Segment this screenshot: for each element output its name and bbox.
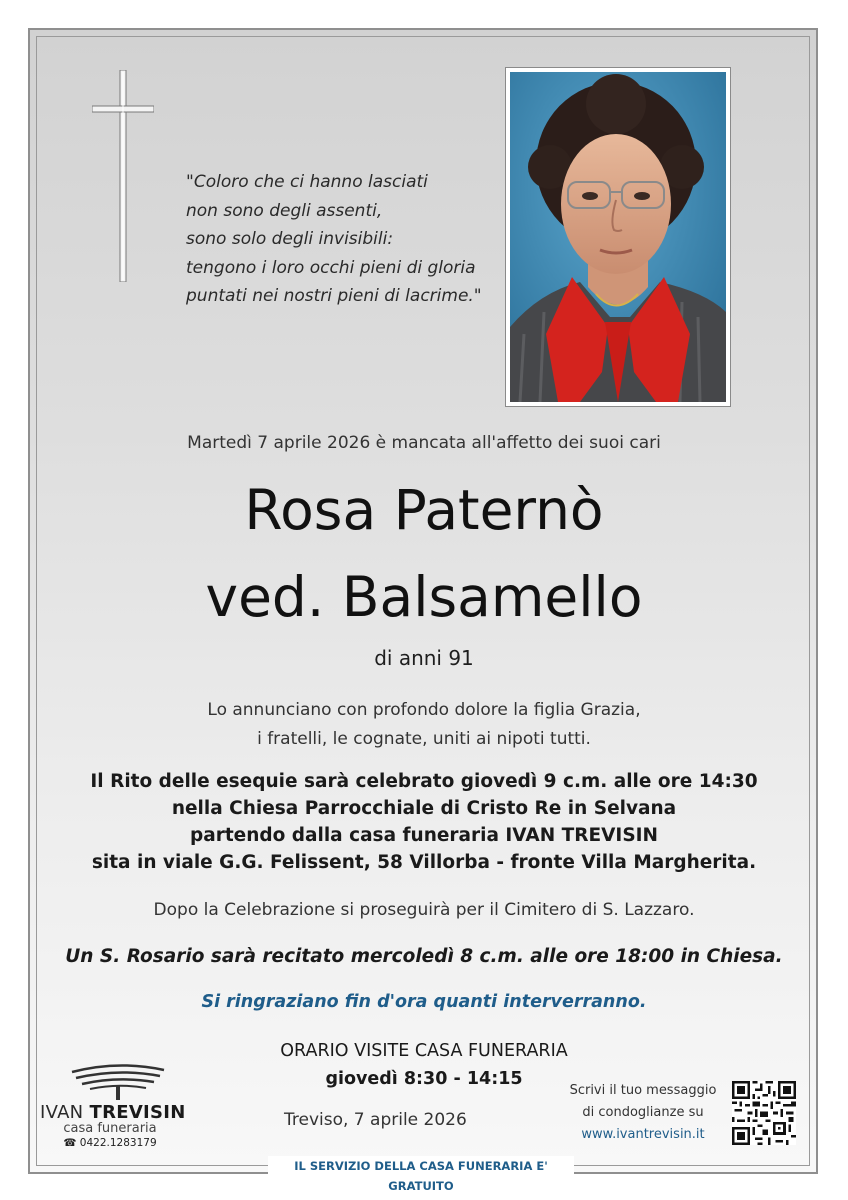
phone-number: 0422.1283179 [79, 1137, 157, 1149]
burial-info: Dopo la Celebrazione si proseguirà per il Cimitero di S. Lazzaro. [153, 900, 695, 920]
quote-line: tengono i loro occhi pieni di gloria [186, 257, 476, 278]
family-announcement [0, 696, 848, 754]
deceased-married-name: ved. Balsamello [205, 565, 643, 629]
funeral-home-logo [40, 1062, 186, 1149]
portrait-photo [505, 67, 731, 407]
visiting-hours-title: ORARIO VISITE CASA FUNERARIA [280, 1041, 568, 1061]
visiting-hours-time: giovedì 8:30 - 14:15 [325, 1069, 523, 1089]
thanks-note: Si ringraziano fin d'ora quanti interverranno. [201, 992, 647, 1012]
logo-subtitle: casa funeraria [63, 1121, 157, 1136]
funeral-line: sita in viale G.G. Felissent, 58 Villorba - fronte Villa Margherita. [91, 852, 757, 873]
free-service-banner: IL SERVIZIO DELLA CASA FUNERARIA E' GRATUITO [268, 1156, 574, 1176]
funeral-line: partendo dalla casa funeraria IVAN TREVISIN [189, 825, 659, 846]
funeral-details [0, 768, 848, 876]
quote-line: "Coloro che ci hanno lasciati [186, 172, 428, 192]
tree-logo-icon [68, 1062, 168, 1100]
funeral-line: Il Rito delle esequie sarà celebrato giovedì 9 c.m. alle ore 14:30 [90, 771, 758, 792]
place-and-date: Treviso, 7 aprile 2026 [284, 1110, 467, 1130]
family-line: i fratelli, le cognate, uniti ai nipoti tutti. [257, 729, 591, 749]
family-line: Lo annunciano con profondo dolore la figlia Grazia, [207, 700, 641, 720]
cross-icon [92, 70, 154, 282]
logo-phone [40, 1137, 180, 1149]
qr-code-icon[interactable] [732, 1081, 796, 1145]
logo-wordmark [40, 1102, 186, 1123]
portrait-image [510, 72, 726, 402]
website-link[interactable]: www.ivantrevisin.it [581, 1127, 705, 1142]
condolence-text-1: Scrivi il tuo messaggio [569, 1083, 717, 1098]
memorial-quote [186, 168, 496, 311]
phone-icon: ☎ [63, 1137, 77, 1149]
deceased-name: Rosa Paternò [244, 478, 604, 542]
logo-name-last: TREVISIN [89, 1102, 186, 1123]
quote-line: puntati nei nostri pieni di lacrime." [186, 286, 482, 306]
quote-line: sono solo degli invisibili: [186, 229, 394, 249]
death-announcement-intro: Martedì 7 aprile 2026 è mancata all'affetto dei suoi cari [187, 433, 661, 453]
condolence-message-box [562, 1080, 724, 1146]
condolence-text-2: di condoglianze su [582, 1105, 704, 1120]
quote-line: non sono degli assenti, [186, 200, 383, 221]
rosary-info: Un S. Rosario sarà recitato mercoledì 8 c.m. alle ore 18:00 in Chiesa. [65, 946, 783, 967]
logo-name-first: IVAN [40, 1102, 84, 1123]
deceased-age: di anni 91 [374, 646, 474, 670]
funeral-line: nella Chiesa Parrocchiale di Cristo Re in Selvana [171, 798, 677, 819]
